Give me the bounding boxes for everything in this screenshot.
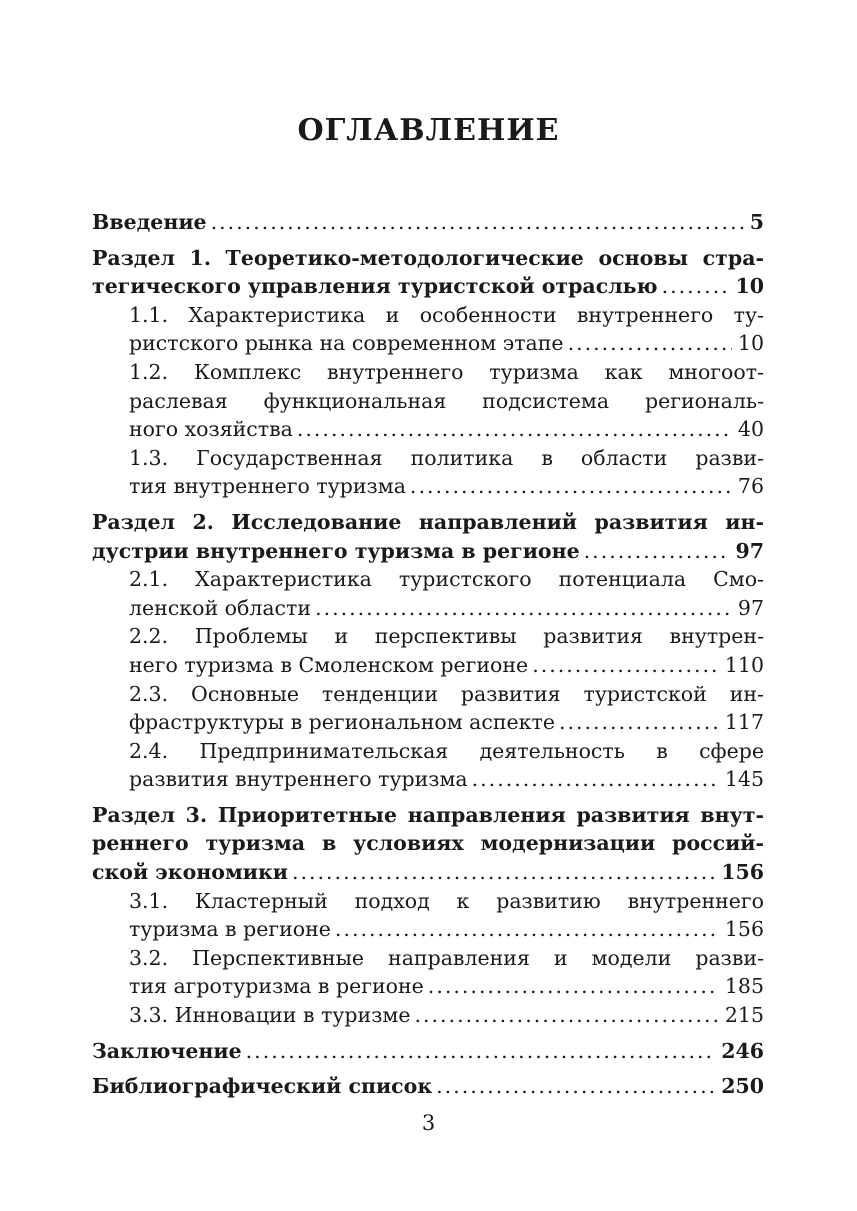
toc-page-number: 156 <box>724 917 764 942</box>
toc-subsection-entry <box>92 301 764 358</box>
toc-page-number: 246 <box>721 1038 764 1063</box>
toc-entry-text: ской экономики <box>92 860 288 885</box>
toc-page-number: 156 <box>721 860 764 885</box>
toc-entry-text: развития внутреннего туризма <box>129 767 468 792</box>
page-number: 3 <box>421 1111 436 1135</box>
toc-section-entry <box>92 244 764 301</box>
toc-entry-line <box>92 1072 764 1101</box>
dot-leader <box>568 329 732 358</box>
toc-entry-line <box>92 858 764 887</box>
toc-page-number: 10 <box>735 274 764 299</box>
toc-entry-line <box>129 651 764 680</box>
toc-entry-text: Заключение <box>92 1038 242 1063</box>
toc-entry-line: 3.1. Кластерный подход к развитию внутреннего <box>129 888 764 913</box>
toc-entry-text: тия внутреннего туризма <box>129 474 406 499</box>
toc-entry-text: тегического управления туристской отраслью <box>92 274 658 299</box>
toc-entry-text: дустрии внутреннего туризма в регионе <box>92 538 580 563</box>
toc-entry-line <box>92 272 764 301</box>
toc-entry-line: 2.2. Проблемы и перспективы развития внутрен- <box>129 624 764 649</box>
dot-leader <box>532 651 719 680</box>
toc-section-entry <box>92 801 764 887</box>
toc-entry-line: Раздел 3. Приоритетные направления развития внут- <box>92 802 764 827</box>
dot-leader <box>315 594 732 623</box>
toc-entry-line: 3.2. Перспективные направления и модели разви- <box>129 945 764 970</box>
toc-entry-line: Раздел 2. Исследование направлений развития ин- <box>92 509 764 534</box>
toc-entry-text: 3.3. Инновации в туризме <box>129 1003 411 1028</box>
dot-leader <box>292 858 715 887</box>
toc-page-number: 145 <box>724 767 764 792</box>
dot-leader <box>297 415 732 444</box>
dot-leader <box>428 972 719 1001</box>
toc-entry-line <box>92 1037 764 1066</box>
toc-entry-line: реннего туризма в условиях модернизации россий- <box>92 831 764 856</box>
toc-entry-text: фраструктуры в региональном аспекте <box>129 710 555 735</box>
toc-entry-text: ленской области <box>129 595 312 620</box>
toc-entry-line: Раздел 1. Теоретико-методологические основы стра- <box>92 245 764 270</box>
toc-subsection-entry <box>92 680 764 737</box>
page-title: ОГЛАВЛЕНИЕ <box>297 113 560 148</box>
toc-page-number: 5 <box>749 210 764 234</box>
toc-entry-line <box>92 537 764 566</box>
toc-page-number: 185 <box>724 974 764 999</box>
toc-subsection-entry <box>92 358 764 444</box>
toc-page-number: 97 <box>735 538 764 563</box>
toc-entry-text: туризма в регионе <box>129 917 331 942</box>
toc-entry-line <box>129 415 764 444</box>
toc-section-entry <box>92 508 764 565</box>
toc-entry-line <box>129 594 764 623</box>
toc-entry-line <box>129 972 764 1001</box>
toc-page-number: 97 <box>737 595 764 620</box>
toc-entry-line <box>129 915 764 944</box>
toc-entry-text: ристского рынка на современном этапе <box>129 331 564 356</box>
toc-entry-line: 1.3. Государственная политика в области разви- <box>129 445 764 470</box>
toc-entry-line <box>129 329 764 358</box>
dot-leader <box>559 708 719 737</box>
toc-entry-line: раслевая функциональная подсистема региональ- <box>129 388 764 413</box>
dot-leader <box>211 208 744 237</box>
dot-leader <box>414 1001 718 1030</box>
toc-entry-line <box>129 765 764 794</box>
toc-page-number: 250 <box>721 1074 764 1099</box>
toc-entry-text: него туризма в Смоленском регионе <box>129 652 529 677</box>
toc-subsection-entry <box>92 444 764 501</box>
toc-entry-line: 2.4. Предпринимательская деятельность в сфере <box>129 738 764 763</box>
toc-entry-line: 1.1. Характеристика и особенности внутреннего ту- <box>129 302 764 327</box>
toc-entry-text: Библиографический список <box>92 1074 433 1099</box>
toc-section-entry <box>92 1037 764 1066</box>
dot-leader <box>584 537 730 566</box>
toc-section-entry <box>92 208 764 237</box>
toc-entry-line <box>129 1001 764 1030</box>
dot-leader <box>662 272 730 301</box>
toc-entry-line <box>129 472 764 501</box>
toc-subsection-entry <box>92 565 764 622</box>
toc-page-number: 110 <box>724 652 764 677</box>
dot-leader <box>472 765 719 794</box>
toc-entry-line: 2.3. Основные тенденции развития туристской ин- <box>129 681 764 706</box>
toc-entry-line: 2.1. Характеристика туристского потенциала Смо- <box>129 567 764 592</box>
dot-leader <box>436 1072 715 1101</box>
toc-subsection-entry <box>92 887 764 944</box>
toc-subsection-entry <box>92 737 764 794</box>
toc-entry-text: Введение <box>92 210 207 234</box>
toc-section-entry <box>92 1072 764 1101</box>
dot-leader <box>335 915 719 944</box>
toc-page-number: 215 <box>724 1003 764 1028</box>
table-of-contents <box>92 208 764 1101</box>
toc-entry-line: 1.2. Комплекс внутреннего туризма как многоот- <box>129 359 764 384</box>
toc-page-number: 117 <box>724 710 764 735</box>
toc-page-number: 40 <box>737 417 764 442</box>
toc-subsection-entry <box>92 622 764 679</box>
toc-subsection-entry <box>92 1001 764 1030</box>
toc-entry-text: ного хозяйства <box>129 417 293 442</box>
toc-entry-line <box>92 208 764 237</box>
toc-entry-line <box>129 708 764 737</box>
toc-page-number: 10 <box>737 331 764 356</box>
toc-page-number: 76 <box>737 474 764 499</box>
toc-subsection-entry <box>92 944 764 1001</box>
toc-entry-text: тия агротуризма в регионе <box>129 974 424 999</box>
dot-leader <box>410 472 732 501</box>
dot-leader <box>246 1037 716 1066</box>
